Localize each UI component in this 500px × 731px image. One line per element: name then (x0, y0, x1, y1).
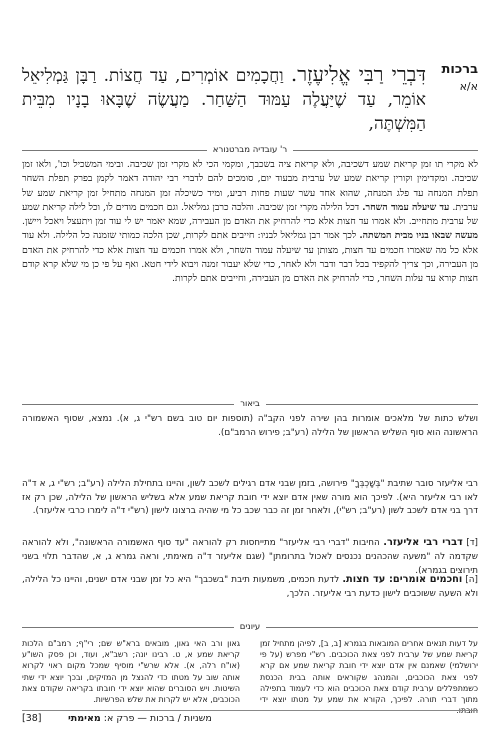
iyunim-left-column: גאון ורב האי גאון, מובאים ברא"ש שם; רי"ף; רמב"ם הלכות קריאת שמע א, ט. רבינו יונה; רשב"א, ועוד, וכן פסק השו"ע (או"ח רלה, א). אלא שרש"י מוסיף שמכל מקום ראוי לקרוא אותה שוב על מטתו כדי להנצל מן המזיקים, ובכך יוצא ידי שתי השיטות. ויש הסוברים שהוא יוצא ידי חובתו בקריאה שקודם צאת הכוכבים, אלא יש לקרות את שלש הפרשיות. (22, 639, 240, 705)
biur-section-h (22, 573, 478, 603)
bartenura-text-b: דכל הלילה מקרי זמן שכיבה. והלכה כרבן גמליאל. וגם חכמים מודים לו, וכל לילה קריאת שמע של ערבית מתחייב. ולא אמרו עד חצות אלא כדי להרחיק את האדם מן העבירה, שמא יאמר יש לי עוד זמן ויתעצל ויאכל ויישן. (22, 201, 478, 228)
bartenura-text-a: לא מקרי תו זמן קריאת שמע דשכיבה, ולא קריאת ציה בשכבך, ומקמי הכי לא מקרי זמן שכיבה. ובימי המשכיל וכו', ולאו זמן שכיבה. ומקדימין וקורין קריאת שמע של ערבית מבעוד יום, סומכים להם לדברי רבי יהודה דאמר לקמן בפרק תפלת השחר תפלת המנחה עד פלג המנחה, שהוא אחד עשר שעות פחות רביע, ומיד כשיכלה זמן המנחה מתחיל זמן קריאת שמע של ערבית. (22, 159, 478, 213)
mishnah-lead-words: דִּבְרֵי רַבִּי אֱלִיעֶזֶר. (290, 62, 426, 86)
running-title (68, 712, 212, 726)
biur-title: ביאור (234, 399, 266, 409)
bartenura-text-c: לכך אמר רבן גמליאל לבניו: חייבים אתם לקרות, שכן הלכה כמותי שזמנה כל הלילה. ולא עוד אלא כל מה שאמרו חכמים עד חצות, מצותן עד שיעלה עמוד השחר, ולא אמרו חכמים עד חצות אלא כדי להרחיק את האדם מן העבירה, וכך צריך להקפיד בכל דבר ודבר ולא לאחר, כדי שלא יעבור זמנה ויבוא לידי חטא. ואף על פי כן מי שלא קרא קודם חצות קורא עד עלות השחר, כדי להרחיק את האדם מן העבירה, וחייבים אתם לקרות. (22, 230, 478, 285)
biur-heading (22, 397, 478, 411)
biur-section-d (22, 536, 478, 576)
section-h-marker: [ה] (465, 575, 478, 585)
iyunim-title: עיונים (234, 622, 266, 632)
iyunim-right-column: על דעות תנאים אחרים המובאות בגמרא [ב, ב], לפיהן מתחיל זמן קריאת שמע של ערבית לפני צאת הכוכבים. רש"י מפרש (על פי ירושלמי) שאמנם אין אדם יוצא ידי חובת קריאת שמע אם קרא לפני צאת הכוכבים, והמנהג שקוראים אותה בבית הכנסת כשמתפללים ערבית קודם צאת הכוכבים הוא כדי לעמוד בתפילה מתוך דברי תורה. לפיכך, הקורא את שמע על מטתו יוצא ידי חובתו. (260, 639, 478, 716)
bartenura-heading (22, 143, 478, 157)
biur-paragraph-2: רבי אליעזר סובר שתיבת "בְּשָׁכְבְּךָ" פירושה, בזמן שבני אדם רגילים לשכב לשון, והיינו בתחילת הלילה (רע"ב; רש"י ג, א ד"ה לאו רבי אליעזר היא). לפיכך הוא מורה שאין אדם יוצא ידי חובת קריאת שמע אלא בשליש הראשון של הלילה, שכן רק אז דרך בני אדם לשכב לשון (רע"ב; רש"י), ולאחר זמן זה כבר שכב כל מי שהיה ברצונו לישון (רש"י ד"ה לימרו כרבי אליעזר). (22, 479, 478, 517)
biur-paragraph-1: ושלש כתות של מלאכים אומרות בהן שירה לפני הקב"ה (תוספות יום טוב בשם רש"י ג, א). נמצא, שסוף האשמורה הראשונה הוא סוף השליש הראשון של הלילה (רע"ב; פירוש הרמב"ם). (22, 414, 478, 438)
section-d-marker: [ד] (466, 538, 478, 548)
section-d-text: החיבות "דברי רבי אליעזר" מתייחסות רק להוראה "עד סוף האשמורה הראשונה", ולא להוראה שקדמה לה "משעה שהכהנים נכנסים לאכול בתרומתן" (שגם אליעזר ד"ה מאימתי, וראה גמרא ג, א, שהדבר תלוי בשני תירוצים בגמרא). (22, 538, 478, 576)
chapter-mishnah-number: א/א (459, 80, 478, 93)
iyunim-heading (22, 620, 478, 634)
tractate-label (434, 62, 478, 94)
mishnah-body: וַחֲכָמִים אוֹמְרִים, עַד חֲצוֹת. רַבָּן גַּמְלִיאֵל אוֹמֵר, עַד שֶׁיַּעֲלֶה עַמּוּד הַשַּׁחַר. מַעֲשֶׂה שֶׁבָּאוּ בָנָיו מִבֵּית הַמִּשְׁתֶּה, (22, 66, 426, 134)
mishnah-text (22, 62, 426, 136)
page-number: [38] (22, 713, 42, 724)
section-h-heading: וחכמים אומרים: עד חצות. (342, 574, 463, 585)
running-title-chapter: מאימתי (68, 713, 101, 724)
iyunim-columns (22, 638, 478, 716)
mishnah-header (22, 62, 478, 142)
running-title-prefix: משניות / ברכות — פרק א: (100, 713, 212, 724)
bartenura-dibur-1: עד שיעלה עמוד השחר. (362, 201, 450, 213)
bartenura-title: ר' עובדיה מברטנורא (207, 145, 293, 155)
page-footer (22, 710, 478, 725)
tractate-name: ברכות (441, 62, 478, 77)
section-h-text: לדעת חכמים, משמעות תיבת "בשכבך" היא כל זמן שבני אדם ישנים, והיינו כל הלילה, ולא השעה ששוכבים לישון כדעת רבי אליעזר. הלכך, (22, 575, 478, 599)
bartenura-commentary (22, 158, 478, 393)
section-d-heading: דברי רבי אליעזר. (383, 537, 463, 548)
bartenura-dibur-2: מעשה שבאו בניו מבית המשתה. (359, 230, 478, 242)
